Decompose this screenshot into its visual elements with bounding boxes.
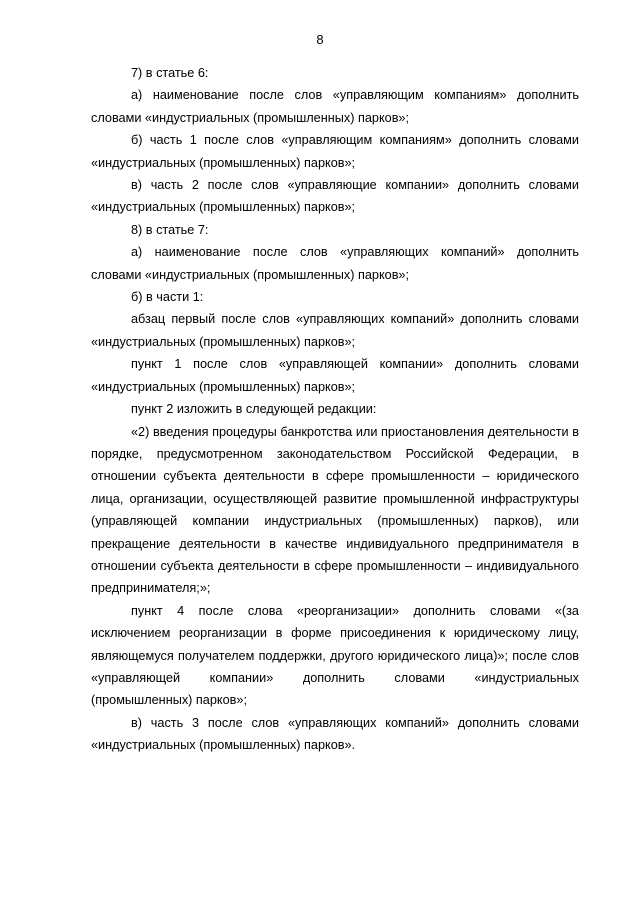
paragraph-first-abzac: абзац первый после слов «управляющих компаний» дополнить словами «индустриальных (промышленных) парков»; — [91, 312, 579, 349]
paragraph-item-7c: в) часть 2 после слов «управляющие компании» дополнить словами «индустриальных (промышленных) парков»; — [91, 178, 579, 215]
document-body — [91, 62, 579, 757]
paragraph-item-7b: б) часть 1 после слов «управляющим компаниям» дополнить словами «индустриальных (промышленных) парков»; — [91, 133, 579, 170]
paragraph-item-8: 8) в статье 7: — [131, 222, 209, 237]
paragraph-item-8b: б) в части 1: — [131, 290, 204, 305]
page-number: 8 — [316, 32, 324, 47]
paragraph-item-8c: в) часть 3 после слов «управляющих компаний» дополнить словами «индустриальных (промышленных) парков». — [91, 715, 579, 753]
paragraph-punkt-2-intro: пункт 2 изложить в следующей редакции: — [131, 402, 377, 417]
paragraph-punkt-1: пункт 1 после слов «управляющей компании» дополнить словами «индустриальных (промышленных) парков»; — [91, 357, 579, 394]
paragraph-punkt-4: пункт 4 после слова «реорганизации» дополнить словами «(за исключением реорганизации в форме присоединения к юридическому лицу, являющемуся получателем поддержки, другого юридического лица)»; после слов «управляющей компании» дополнить словами «индустриальных (промышленных) парков»; — [91, 603, 579, 708]
paragraph-item-7a: а) наименование после слов «управляющим компаниям» дополнить словами «индустриальных (промышленных) парков»; — [91, 88, 579, 125]
paragraph-item-8a: а) наименование после слов «управляющих компаний» дополнить словами «индустриальных (промышленных) парков»; — [91, 245, 579, 282]
paragraph-punkt-2-text: «2) введения процедуры банкротства или приостановления деятельности в порядке, предусмотренном законодательством Российской Федерации, в отношении субъекта деятельности в сфере промышленности – юридического лица, организации, осуществляющей развитие промышленной инфраструктуры (управляющей компании индустриальных (промышленных) парков), или прекращение деятельности в качестве индивидуального предпринимателя в отношении субъекта деятельности в сфере промышленности – индивидуального предпринимателя;»; — [91, 424, 579, 596]
paragraph-item-7: 7) в статье 6: — [131, 66, 209, 80]
